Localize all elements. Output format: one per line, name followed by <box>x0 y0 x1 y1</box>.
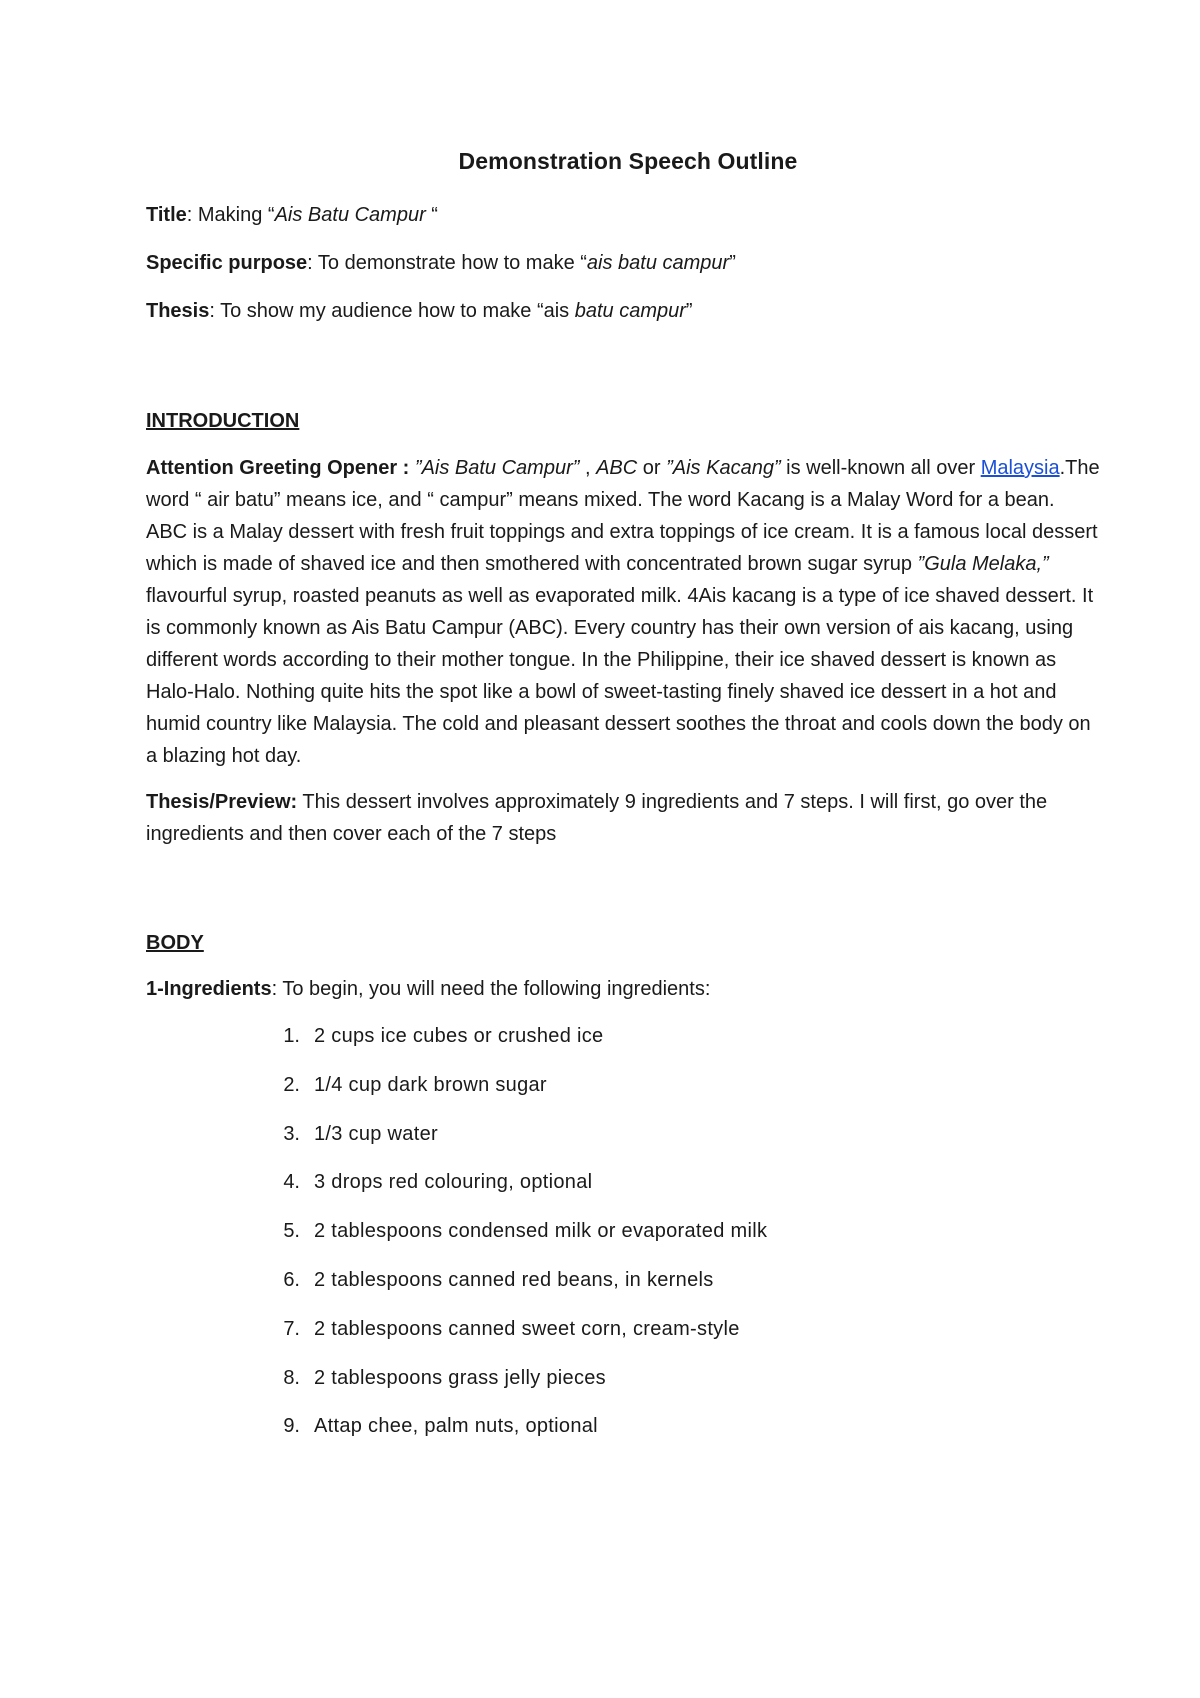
thesis-label: Thesis <box>146 300 210 322</box>
purpose-text: : To demonstrate how to make “ <box>307 252 587 274</box>
ingredients-intro-line <box>146 974 1100 1005</box>
list-item <box>264 1167 1100 1216</box>
list-item <box>264 1021 1100 1070</box>
attention-opener-paragraph <box>146 452 1100 772</box>
opener-comma: , <box>579 457 597 479</box>
opener-label: Attention Greeting Opener <box>146 457 398 479</box>
opener-abc: ABC <box>596 457 638 479</box>
opener-quote-1: ”Ais Batu Campur” <box>414 457 580 479</box>
opener-quote-2: ”Ais Kacang” <box>666 457 781 479</box>
list-number: 6. <box>283 1268 300 1291</box>
ingredient-text: 1/4 cup dark brown sugar <box>314 1073 547 1096</box>
thesis-preview-paragraph <box>146 786 1100 850</box>
ingredient-text: 2 tablespoons grass jelly pieces <box>314 1366 606 1389</box>
ingredient-text: 2 cups ice cubes or crushed ice <box>314 1025 604 1047</box>
list-item <box>264 1411 1100 1460</box>
title-value: Ais Batu Campur <box>274 204 426 226</box>
opener-sep: : <box>397 457 415 479</box>
title-label: Title <box>146 204 187 226</box>
introduction-heading: INTRODUCTION <box>146 410 300 432</box>
ingredient-text: Attap chee, palm nuts, optional <box>314 1415 598 1438</box>
preview-text: This dessert involves approximately 9 ingredients and 7 steps. I will first, go over the ingredients and then cover each of the 7 steps <box>146 791 1048 845</box>
thesis-text: : To show my audience how to make “ais <box>209 300 575 322</box>
thesis-value: batu campur <box>574 300 686 322</box>
list-item <box>264 1119 1100 1168</box>
ingredient-text: 2 tablespoons canned sweet corn, cream-style <box>314 1317 740 1340</box>
purpose-value: ais batu campur <box>586 252 730 274</box>
title-end: “ <box>425 204 438 226</box>
thesis-line <box>146 296 1100 327</box>
ingredient-text: 2 tablespoons condensed milk or evaporated milk <box>314 1220 768 1243</box>
ingredients-label: 1-Ingredients <box>146 978 272 1000</box>
malaysia-link[interactable]: Malaysia <box>980 457 1060 479</box>
list-number: 8. <box>283 1366 300 1389</box>
list-number: 2. <box>283 1073 300 1096</box>
opener-text-1: is well-known all over <box>780 457 981 479</box>
opener-text-3: flavourful syrup, roasted peanuts as well as evaporated milk. 4Ais kacang is a type of ice shaved dessert. It is commonly known as Ais Batu Campur (ABC). Every country has their own version of ais kacang, using different words according to their mother tongue. In the Philippine, their ice shaved dessert is known as Halo-Halo. Nothing quite hits the spot like a bowl of sweet-tasting finely shaved ice dessert in a hot and humid country like Malaysia. The cold and pleasant dessert soothes the throat and cools down the body on a blazing hot day. <box>146 585 1094 767</box>
list-number: 5. <box>283 1220 300 1243</box>
list-item <box>264 1265 1100 1314</box>
ingredients-list <box>146 1021 1100 1460</box>
title-sep: : Making “ <box>186 204 275 226</box>
purpose-label: Specific purpose <box>146 252 308 274</box>
thesis-end: ” <box>685 300 693 322</box>
preview-label: Thesis/Preview: <box>146 791 298 813</box>
body-heading: BODY <box>146 932 204 954</box>
list-number: 9. <box>283 1415 300 1438</box>
spacer <box>146 344 1100 406</box>
list-number: 1. <box>283 1025 300 1047</box>
ingredients-intro: : To begin, you will need the following ingredients: <box>271 978 711 1000</box>
title-line <box>146 200 1100 231</box>
document-heading: Demonstration Speech Outline <box>458 148 798 174</box>
list-item <box>264 1314 1100 1363</box>
opener-gula-melaka: ”Gula Melaka,” <box>917 553 1049 575</box>
opener-text-2: .The word “ air batu” means ice, and “ campur” means mixed. The word Kacang is a Malay Word for a bean. ABC is a Malay dessert with fresh fruit toppings and extra toppings of ice cream. It is a famous local dessert which is made of shaved ice and then smothered with concentrated brown sugar syrup <box>146 457 1100 575</box>
list-number: 7. <box>283 1317 300 1340</box>
list-number: 4. <box>283 1171 300 1194</box>
purpose-line <box>146 248 1100 279</box>
ingredient-text: 2 tablespoons canned red beans, in kernels <box>314 1268 714 1291</box>
list-item <box>264 1216 1100 1265</box>
list-number: 3. <box>283 1122 300 1145</box>
ingredient-text: 1/3 cup water <box>314 1122 438 1145</box>
list-item <box>264 1070 1100 1119</box>
opener-or: or <box>637 457 667 479</box>
ingredient-text: 3 drops red colouring, optional <box>314 1171 593 1194</box>
purpose-end: ” <box>729 252 736 274</box>
spacer <box>146 864 1100 928</box>
list-item <box>264 1363 1100 1412</box>
